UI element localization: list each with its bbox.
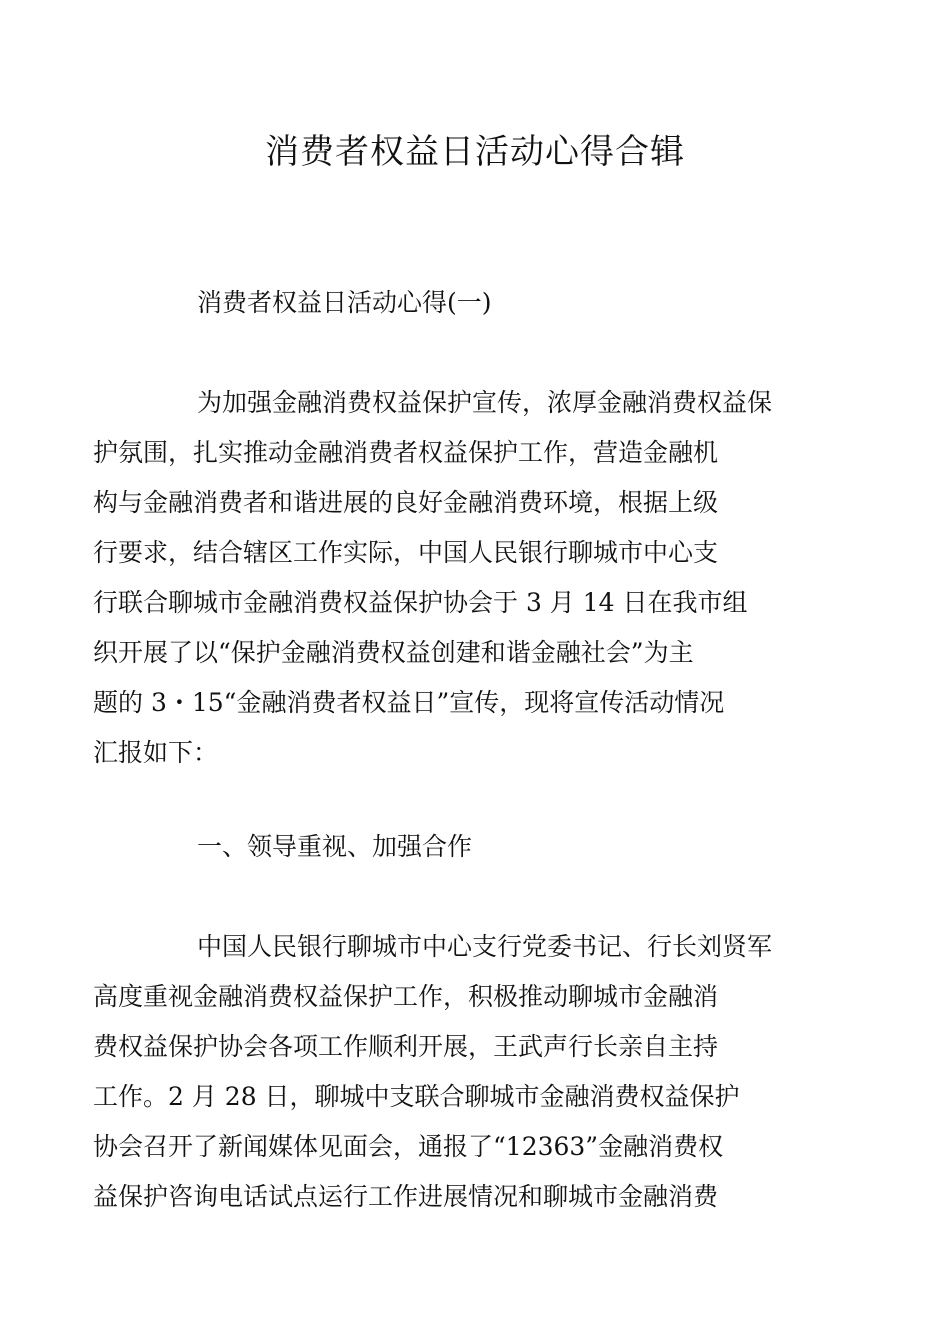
document-title: 消费者权益日活动心得合辑 [265, 132, 685, 172]
text-line: 工作。2 月 28 日，聊城中支联合聊城市金融消费权益保护 [93, 1082, 740, 1111]
text-line: 行要求，结合辖区工作实际，中国人民银行聊城市中心支 [93, 538, 719, 567]
text-line: 题的 3・15“金融消费者权益日”宣传，现将宣传活动情况 [93, 688, 725, 717]
paragraph-leadership [93, 922, 810, 1222]
text-line: 中国人民银行聊城市中心支行党委书记、行长刘贤军 [197, 932, 773, 961]
subheading-leadership: 一、领导重视、加强合作 [197, 832, 473, 861]
text-line: 织开展了以“保护金融消费权益创建和谐金融社会”为主 [93, 638, 694, 667]
text-line: 护氛围，扎实推动金融消费者权益保护工作，营造金融机 [93, 438, 719, 467]
text-line: 费权益保护协会各项工作顺利开展，王武声行长亲自主持 [93, 1032, 719, 1061]
text-line: 协会召开了新闻媒体见面会，通报了“12363”金融消费权 [93, 1132, 724, 1161]
section-heading: 消费者权益日活动心得(一) [197, 288, 492, 317]
text-line: 构与金融消费者和谐进展的良好金融消费环境，根据上级 [93, 488, 719, 517]
text-line: 汇报如下： [93, 738, 219, 767]
text-line: 为加强金融消费权益保护宣传，浓厚金融消费权益保 [197, 388, 773, 417]
text-line: 高度重视金融消费权益保护工作，积极推动聊城市金融消 [93, 982, 719, 1011]
text-line: 益保护咨询电话试点运行工作进展情况和聊城市金融消费 [93, 1182, 719, 1211]
paragraph-intro [93, 378, 810, 778]
text-line: 行联合聊城市金融消费权益保护协会于 3 月 14 日在我市组 [93, 588, 748, 617]
